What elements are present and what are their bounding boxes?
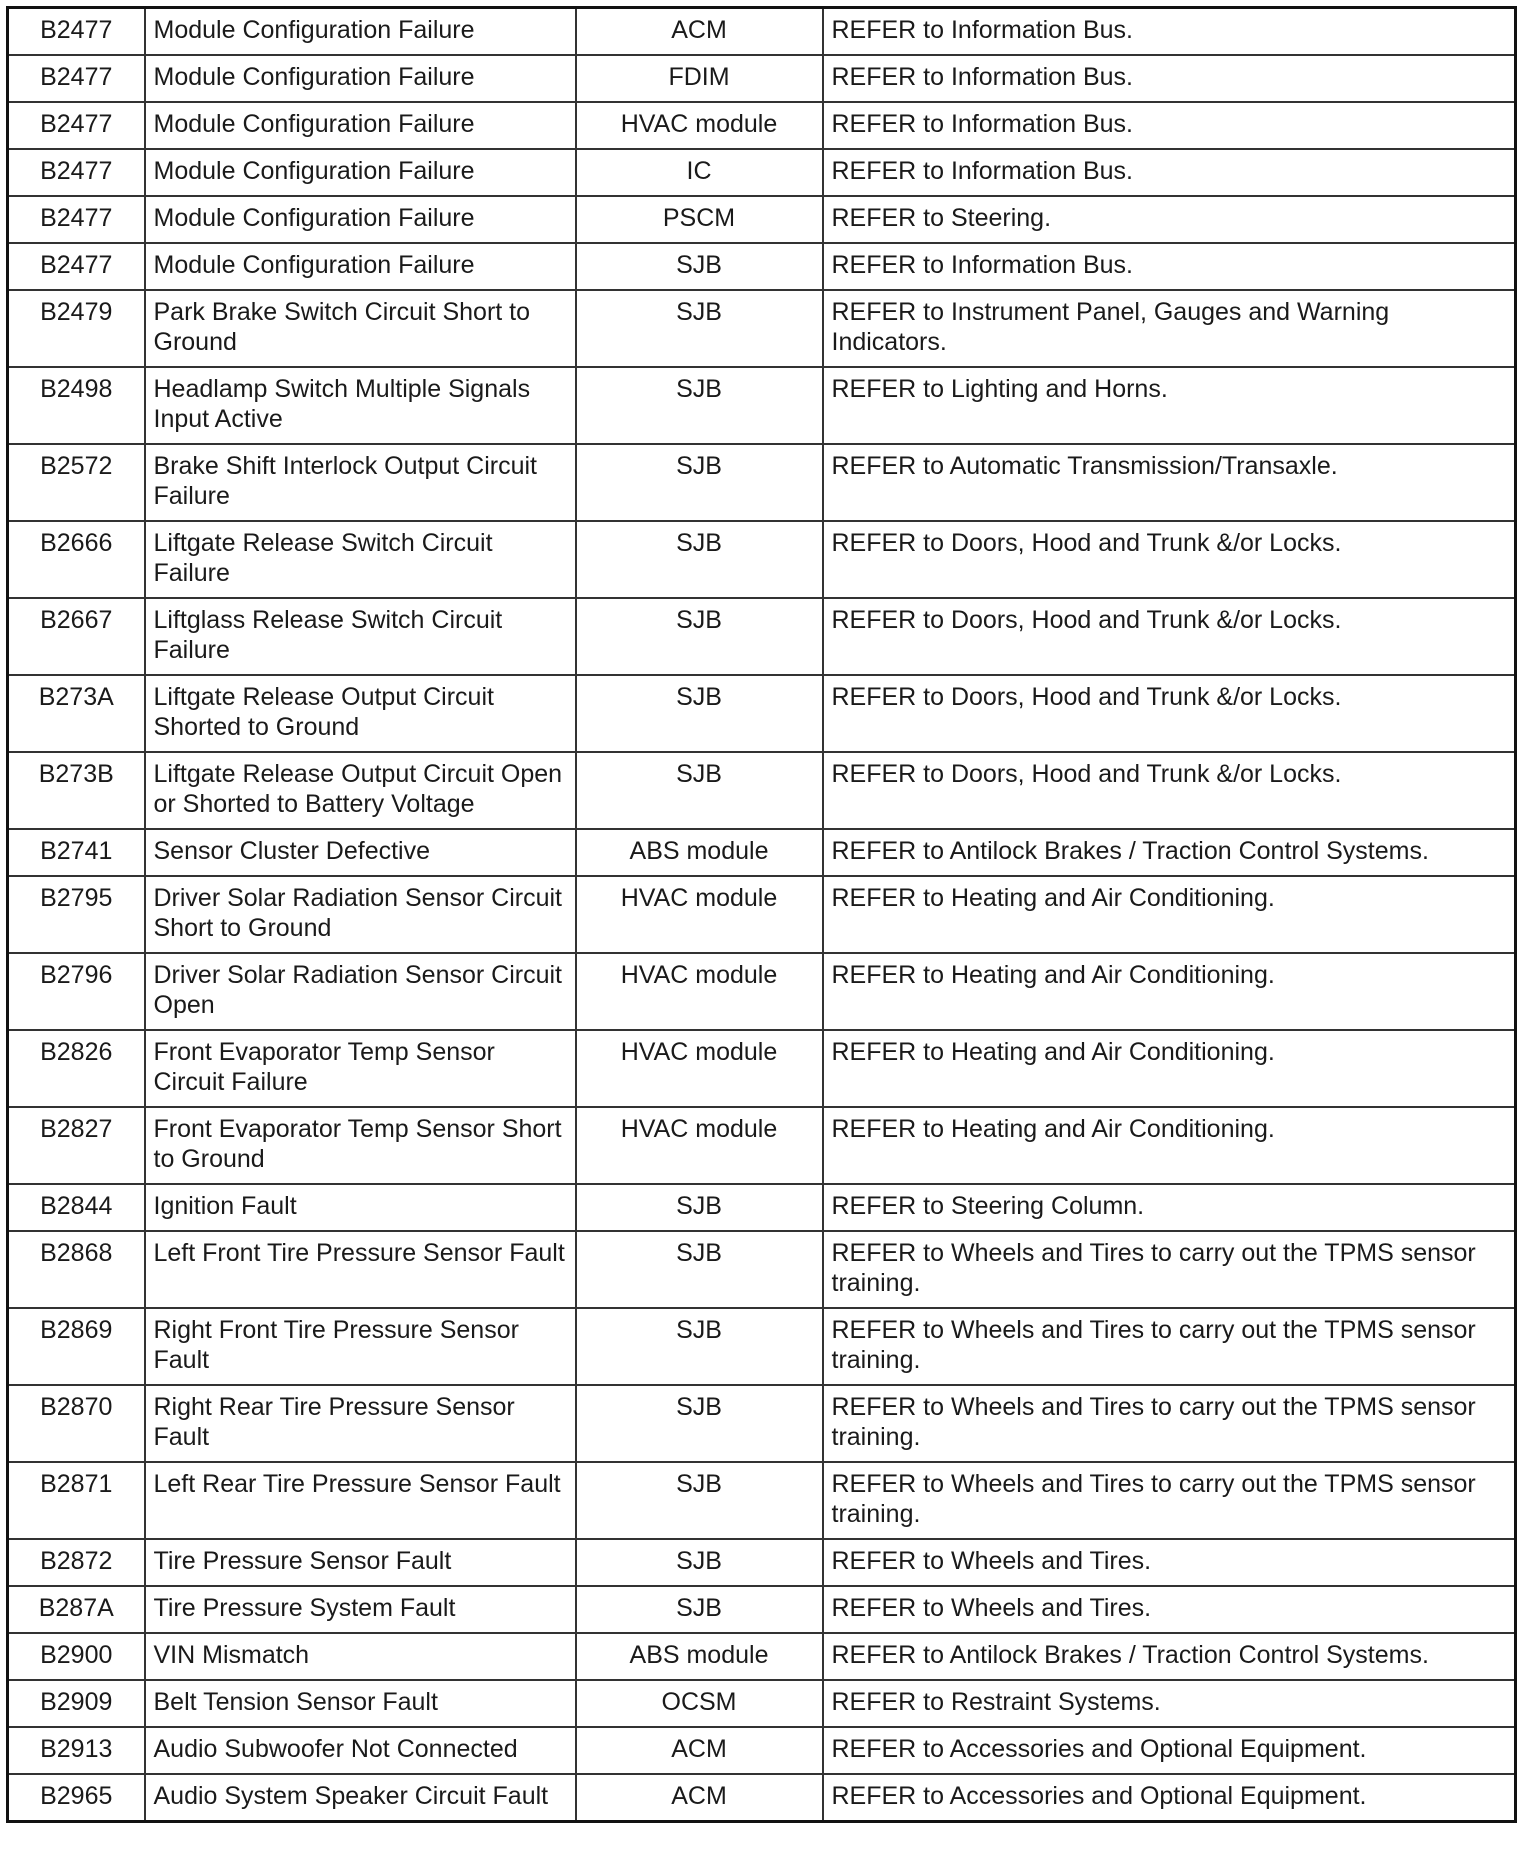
dtc-code: B2870	[8, 1385, 145, 1462]
dtc-code: B273A	[8, 675, 145, 752]
dtc-table-body	[8, 8, 1516, 1822]
table-row	[8, 367, 1516, 444]
table-row	[8, 1586, 1516, 1633]
table-row	[8, 149, 1516, 196]
dtc-code: B2572	[8, 444, 145, 521]
source-module: ACM	[576, 1727, 823, 1774]
action-text: REFER to Information Bus.	[823, 55, 1516, 102]
source-module: SJB	[576, 444, 823, 521]
source-module: PSCM	[576, 196, 823, 243]
dtc-description: Tire Pressure Sensor Fault	[145, 1539, 576, 1586]
source-module: SJB	[576, 1586, 823, 1633]
source-module: HVAC module	[576, 102, 823, 149]
source-module: ACM	[576, 8, 823, 56]
table-row	[8, 1030, 1516, 1107]
dtc-code: B2667	[8, 598, 145, 675]
table-row	[8, 829, 1516, 876]
dtc-description: Right Front Tire Pressure Sensor Fault	[145, 1308, 576, 1385]
source-module: SJB	[576, 243, 823, 290]
source-module: SJB	[576, 367, 823, 444]
dtc-code: B2900	[8, 1633, 145, 1680]
source-module: SJB	[576, 598, 823, 675]
action-text: REFER to Doors, Hood and Trunk &/or Locks.	[823, 521, 1516, 598]
action-text: REFER to Information Bus.	[823, 243, 1516, 290]
action-text: REFER to Antilock Brakes / Traction Control Systems.	[823, 829, 1516, 876]
dtc-description: Headlamp Switch Multiple Signals Input Active	[145, 367, 576, 444]
dtc-table	[6, 6, 1517, 1823]
dtc-description: Liftgate Release Output Circuit Shorted to Ground	[145, 675, 576, 752]
dtc-code: B2477	[8, 55, 145, 102]
dtc-code: B287A	[8, 1586, 145, 1633]
table-row	[8, 1308, 1516, 1385]
table-row	[8, 1462, 1516, 1539]
source-module: ABS module	[576, 1633, 823, 1680]
dtc-code: B2477	[8, 243, 145, 290]
dtc-description: Audio System Speaker Circuit Fault	[145, 1774, 576, 1822]
action-text: REFER to Information Bus.	[823, 8, 1516, 56]
dtc-description: Module Configuration Failure	[145, 149, 576, 196]
dtc-code: B2826	[8, 1030, 145, 1107]
source-module: FDIM	[576, 55, 823, 102]
dtc-code: B2741	[8, 829, 145, 876]
table-row	[8, 1633, 1516, 1680]
table-row	[8, 8, 1516, 56]
dtc-code: B2869	[8, 1308, 145, 1385]
dtc-code: B2795	[8, 876, 145, 953]
dtc-code: B2965	[8, 1774, 145, 1822]
dtc-code: B2666	[8, 521, 145, 598]
source-module: SJB	[576, 1462, 823, 1539]
dtc-code: B2498	[8, 367, 145, 444]
dtc-code: B2844	[8, 1184, 145, 1231]
action-text: REFER to Heating and Air Conditioning.	[823, 1107, 1516, 1184]
table-row	[8, 1727, 1516, 1774]
dtc-description: Belt Tension Sensor Fault	[145, 1680, 576, 1727]
action-text: REFER to Steering Column.	[823, 1184, 1516, 1231]
table-row	[8, 876, 1516, 953]
dtc-description: Left Rear Tire Pressure Sensor Fault	[145, 1462, 576, 1539]
dtc-description: Front Evaporator Temp Sensor Circuit Failure	[145, 1030, 576, 1107]
action-text: REFER to Accessories and Optional Equipment.	[823, 1774, 1516, 1822]
dtc-code: B2909	[8, 1680, 145, 1727]
table-row	[8, 1385, 1516, 1462]
action-text: REFER to Lighting and Horns.	[823, 367, 1516, 444]
action-text: REFER to Accessories and Optional Equipment.	[823, 1727, 1516, 1774]
dtc-code: B2872	[8, 1539, 145, 1586]
dtc-code: B2871	[8, 1462, 145, 1539]
dtc-code: B2477	[8, 8, 145, 56]
action-text: REFER to Instrument Panel, Gauges and Warning Indicators.	[823, 290, 1516, 367]
dtc-code: B2868	[8, 1231, 145, 1308]
dtc-description: Module Configuration Failure	[145, 243, 576, 290]
dtc-description: Right Rear Tire Pressure Sensor Fault	[145, 1385, 576, 1462]
dtc-code: B273B	[8, 752, 145, 829]
dtc-description: Module Configuration Failure	[145, 196, 576, 243]
dtc-description: Tire Pressure System Fault	[145, 1586, 576, 1633]
source-module: SJB	[576, 1308, 823, 1385]
action-text: REFER to Automatic Transmission/Transaxle.	[823, 444, 1516, 521]
source-module: HVAC module	[576, 876, 823, 953]
dtc-description: Ignition Fault	[145, 1184, 576, 1231]
dtc-description: Audio Subwoofer Not Connected	[145, 1727, 576, 1774]
source-module: SJB	[576, 752, 823, 829]
action-text: REFER to Wheels and Tires to carry out the TPMS sensor training.	[823, 1231, 1516, 1308]
action-text: REFER to Doors, Hood and Trunk &/or Locks.	[823, 675, 1516, 752]
dtc-description: Module Configuration Failure	[145, 55, 576, 102]
dtc-code: B2827	[8, 1107, 145, 1184]
source-module: SJB	[576, 1539, 823, 1586]
dtc-description: Module Configuration Failure	[145, 8, 576, 56]
dtc-description: Driver Solar Radiation Sensor Circuit Open	[145, 953, 576, 1030]
table-row	[8, 55, 1516, 102]
table-row	[8, 598, 1516, 675]
source-module: SJB	[576, 290, 823, 367]
table-row	[8, 1107, 1516, 1184]
dtc-description: Liftgate Release Switch Circuit Failure	[145, 521, 576, 598]
source-module: SJB	[576, 521, 823, 598]
table-row	[8, 521, 1516, 598]
table-row	[8, 1774, 1516, 1822]
dtc-code: B2477	[8, 149, 145, 196]
dtc-code: B2796	[8, 953, 145, 1030]
action-text: REFER to Antilock Brakes / Traction Control Systems.	[823, 1633, 1516, 1680]
dtc-description: Brake Shift Interlock Output Circuit Failure	[145, 444, 576, 521]
table-row	[8, 243, 1516, 290]
dtc-description: Liftglass Release Switch Circuit Failure	[145, 598, 576, 675]
source-module: HVAC module	[576, 953, 823, 1030]
source-module: SJB	[576, 1385, 823, 1462]
dtc-description: Driver Solar Radiation Sensor Circuit Short to Ground	[145, 876, 576, 953]
table-row	[8, 752, 1516, 829]
dtc-code: B2913	[8, 1727, 145, 1774]
source-module: SJB	[576, 1184, 823, 1231]
action-text: REFER to Restraint Systems.	[823, 1680, 1516, 1727]
dtc-description: Left Front Tire Pressure Sensor Fault	[145, 1231, 576, 1308]
source-module: ABS module	[576, 829, 823, 876]
table-row	[8, 953, 1516, 1030]
dtc-description: Liftgate Release Output Circuit Open or Shorted to Battery Voltage	[145, 752, 576, 829]
action-text: REFER to Information Bus.	[823, 149, 1516, 196]
action-text: REFER to Doors, Hood and Trunk &/or Locks.	[823, 752, 1516, 829]
source-module: OCSM	[576, 1680, 823, 1727]
source-module: HVAC module	[576, 1030, 823, 1107]
action-text: REFER to Heating and Air Conditioning.	[823, 953, 1516, 1030]
dtc-code: B2477	[8, 196, 145, 243]
source-module: SJB	[576, 1231, 823, 1308]
action-text: REFER to Doors, Hood and Trunk &/or Locks.	[823, 598, 1516, 675]
table-row	[8, 675, 1516, 752]
dtc-description: Module Configuration Failure	[145, 102, 576, 149]
action-text: REFER to Wheels and Tires.	[823, 1539, 1516, 1586]
table-row	[8, 1680, 1516, 1727]
source-module: HVAC module	[576, 1107, 823, 1184]
dtc-description: Park Brake Switch Circuit Short to Ground	[145, 290, 576, 367]
source-module: IC	[576, 149, 823, 196]
source-module: SJB	[576, 675, 823, 752]
table-row	[8, 444, 1516, 521]
action-text: REFER to Heating and Air Conditioning.	[823, 1030, 1516, 1107]
table-row	[8, 290, 1516, 367]
table-row	[8, 1539, 1516, 1586]
source-module: ACM	[576, 1774, 823, 1822]
dtc-description: Front Evaporator Temp Sensor Short to Ground	[145, 1107, 576, 1184]
dtc-description: Sensor Cluster Defective	[145, 829, 576, 876]
action-text: REFER to Wheels and Tires to carry out the TPMS sensor training.	[823, 1385, 1516, 1462]
dtc-description: VIN Mismatch	[145, 1633, 576, 1680]
action-text: REFER to Wheels and Tires to carry out the TPMS sensor training.	[823, 1462, 1516, 1539]
action-text: REFER to Wheels and Tires to carry out the TPMS sensor training.	[823, 1308, 1516, 1385]
table-row	[8, 196, 1516, 243]
dtc-code: B2479	[8, 290, 145, 367]
table-row	[8, 102, 1516, 149]
table-row	[8, 1231, 1516, 1308]
action-text: REFER to Heating and Air Conditioning.	[823, 876, 1516, 953]
dtc-code: B2477	[8, 102, 145, 149]
action-text: REFER to Information Bus.	[823, 102, 1516, 149]
action-text: REFER to Wheels and Tires.	[823, 1586, 1516, 1633]
table-row	[8, 1184, 1516, 1231]
action-text: REFER to Steering.	[823, 196, 1516, 243]
